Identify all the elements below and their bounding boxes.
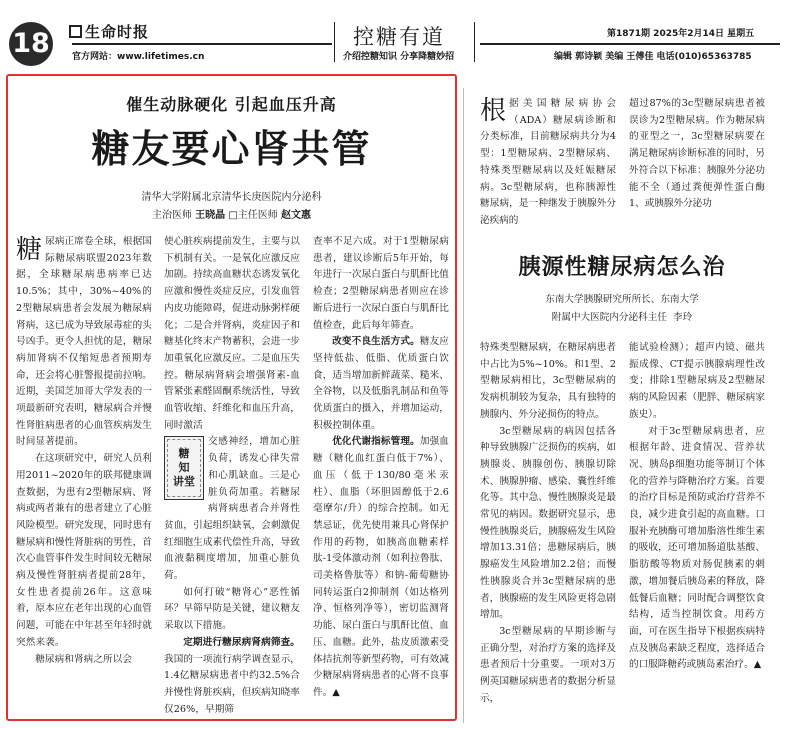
author-affiliation: 清华大学附属北京清华长庚医院内分泌科: [141, 192, 322, 203]
body-column-1: 糖尿病正席卷全球，根据国际糖尿病联盟2023年数据，全球糖尿病患病率已达10.5%；其中，30%~40%的2型糖尿病患者会发展为糖尿病肾病，这已成为导致尿毒症的头号凶手。更令人担忧的是，糖尿病加肾病不仅缩短患者预期寿命，还会将心脏警报提前拉响。近期，美国芝加哥大学发表的一项最新研究表明，糖尿病合并慢性肾脏病患者的心血管疾病发生时间显著提前。 在这项研究中，研究人员利用2011~2020年的联邦健康调查数据，为患有2型糖尿病、肾病或两者兼有的患者建立了心脏风险模型。研究发现，同时患有糖尿病和慢性肾脏病的男性，首次心血管事件发生时间较无糖尿病及慢性肾脏病者提前28年，女性患者提前26年。这意味着，原本应在老年出现的心血管问题，可能在中年甚至年轻时就突然来袭。 糖尿病和肾病之所以会: [16, 235, 152, 665]
right-body-column-1: 特殊类型糖尿病，在糖尿病患者中占比为5%~10%。和1型、2型糖尿病相比，3c型糖尿病的发病机制较为复杂，具有独特的胰腺内、外分泌损伤的特点。 3c型糖尿病的病因包括各种导致胰腺广泛损伤的疾病，如胰腺炎、胰腺创伤、胰腺切除术、胰腺肿瘤、感染、囊性纤维化等。其中急、慢性胰腺炎是最常见的病因。数据研究显示，患慢性胰腺炎后，胰腺癌发生风险增加13.31倍；患糖尿病后，胰腺癌发生风险增加2.2倍；而慢性胰腺炎合并3c型糖尿病的患者，胰腺癌的发生风险更将急剧增加。 3c型糖尿病的早期诊断与正确分型，对治疗方案的选择及患者预后十分重要。一项对3万例英国糖尿病患者的数据分析显示，: [480, 342, 616, 704]
drop-cap: 根: [480, 96, 507, 126]
left-article: [6, 74, 457, 721]
knowledge-badge-icon: 糖 知 讲堂: [164, 436, 204, 500]
right-article: [463, 88, 781, 723]
column-subtitle: 介绍控糖知识 分享降糖妙招: [343, 52, 455, 62]
logo-mark-icon: [69, 25, 82, 38]
issue-info: 第1871期 2025年2月14日 星期五: [607, 29, 755, 39]
article-headline: 糖友要心肾共管: [91, 127, 372, 171]
website-line: 官方网站：www.lifetimes.cn: [72, 52, 205, 62]
page-number: 18: [9, 22, 53, 66]
right-headline: 胰源性糖尿病怎么治: [518, 255, 726, 280]
drop-cap: 糖: [16, 235, 43, 265]
body-column-2: 使心脏疾病提前发生，主要与以下机制有关。一是氧化应激反应加剧。持续高血糖状态诱发氧化应激和慢性炎症反应，引发血管内皮功能障碍，促进动脉粥样硬化；二是合并肾病，炎症因子和糖基化终末产物蓄积，会进一步加重氧化应激反应。二是血压失控。糖尿病肾病会增强肾素-血管紧张素醛固酮系统活性，导致血管收缩、纤维化和血压升高，同时激活 糖 知 讲堂 交感神经，增加心脏负荷，诱发心律失常和心肌缺血。三是心脏负荷加重。若糖尿病肾病患者合并肾性贫血，引起组织缺氧，会刺激促红细胞生成素代偿性升高，导致血液黏稠度增加，加重心脏负荷。 如何打破“糖肾心”恶性循环？早筛早防是关键，建议糖友采取以下措施。 定期进行糖尿病肾病筛查。我国的一项流行病学调查显示，1.4亿糖尿病患者中约32.5%合并慢性肾脏疾病，但疾病知晓率仅26%，早期筛: [164, 236, 300, 715]
article-authors: 主治医师 王晓晶 □主任医师 赵文惠: [151, 210, 311, 221]
editors-line: 编辑 郭诗颖 美编 王傅佳 电话(010)65363785: [554, 52, 752, 62]
body-column-3: 查率不足六成。对于1型糖尿病患者，建议诊断后5年开始，每年进行一次尿白蛋白与肌酐比值检查；2型糖尿病患者则应在诊断后进行一次尿白蛋白与肌酐比值检查，此后每年筛查。 改变不良生活方式。糖友应坚持低盐、低脂、优质蛋白饮食，适当增加新鲜蔬菜、糙米、全谷物，以及低脂乳制品和鱼等优质蛋白的摄入，并增加运动，积极控制体重。 优化代谢指标管理。加强血糖（糖化血红蛋白低于7%）、血压（低于130/80毫米汞柱）、血脂（坏胆固醇低于2.6毫摩尔/升）的综合控制。如无禁忌证，优先使用兼具心肾保护作用的药物，如胰高血糖素样肽-1受体激动剂（如利拉鲁肽、司美格鲁肽等）和钠-葡萄糖协同转运蛋白2抑制剂（如达格列净、恒格列净等），密切监测肾功能、尿白蛋白与肌酐比值、血压、血糖。此外，盐皮质激素受体拮抗剂等新型药物，可有效减少糖尿病肾病患者的心肾不良事件。▲: [313, 236, 449, 698]
article-body: [16, 234, 451, 714]
newspaper-logo: 生命时报: [69, 21, 149, 42]
column-title: 控糖有道: [353, 25, 445, 49]
right-top-column-1: 根据美国糖尿病协会（ADA）糖尿病诊断和分类标准，目前糖尿病共分为4型：1型糖尿病、2型糖尿病、特殊类型糖尿病以及妊娠糖尿病。3c型糖尿病，也称胰源性糖尿病，是一种继发于胰腺外分泌疾病的: [480, 96, 616, 226]
article-kicker: 催生动脉硬化 引起血压升高: [126, 95, 337, 114]
right-affiliation: 东南大学胰腺研究所所长、东南大学 附属中大医院内分泌科主任 李玲: [545, 294, 699, 323]
page-header: [0, 0, 788, 68]
right-body-column-2: 能试验检测）；超声内镜、磁共振成像、CT提示胰腺病理性改变；排除1型糖尿病及2型糖尿病的风险因素（肥胖、糖尿病家族史）。 对于3c型糖尿病患者，应根据年龄、进食情况、营养状况、胰岛β细胞功能等制订个体化的营养与降糖治疗方案。首要的治疗目标是预防或治疗营养不良，减少进食引起的高血糖。口服补充胰酶可增加脂溶性维生素的吸收，还可增加肠道肽基酸、脂肪酸等物质对肠促胰素的刺激，增加餐后胰岛素的释放，降低餐后血糖；同时配合调整饮食结构，适当控制饮食。用药方面，可在医生指导下根据疾病特点及胰岛素缺乏程度，选择适合的口服降糖药或胰岛素治疗。▲: [629, 342, 765, 671]
subheading: 定期进行糖尿病肾病筛查。: [183, 636, 300, 648]
subheading: 优化代谢指标管理。: [332, 436, 420, 448]
subheading: 改变不良生活方式。: [332, 336, 420, 348]
right-top-column-2: 超过87%的3c型糖尿病患者被误诊为2型糖尿病。作为糖尿病的亚型之一，3c型糖尿病要在满足糖尿病诊断标准的同时，另外符合以下标准：胰腺外分泌功能不全（通过粪便弹性蛋白酶1、或胰腺外分泌功: [629, 98, 765, 210]
